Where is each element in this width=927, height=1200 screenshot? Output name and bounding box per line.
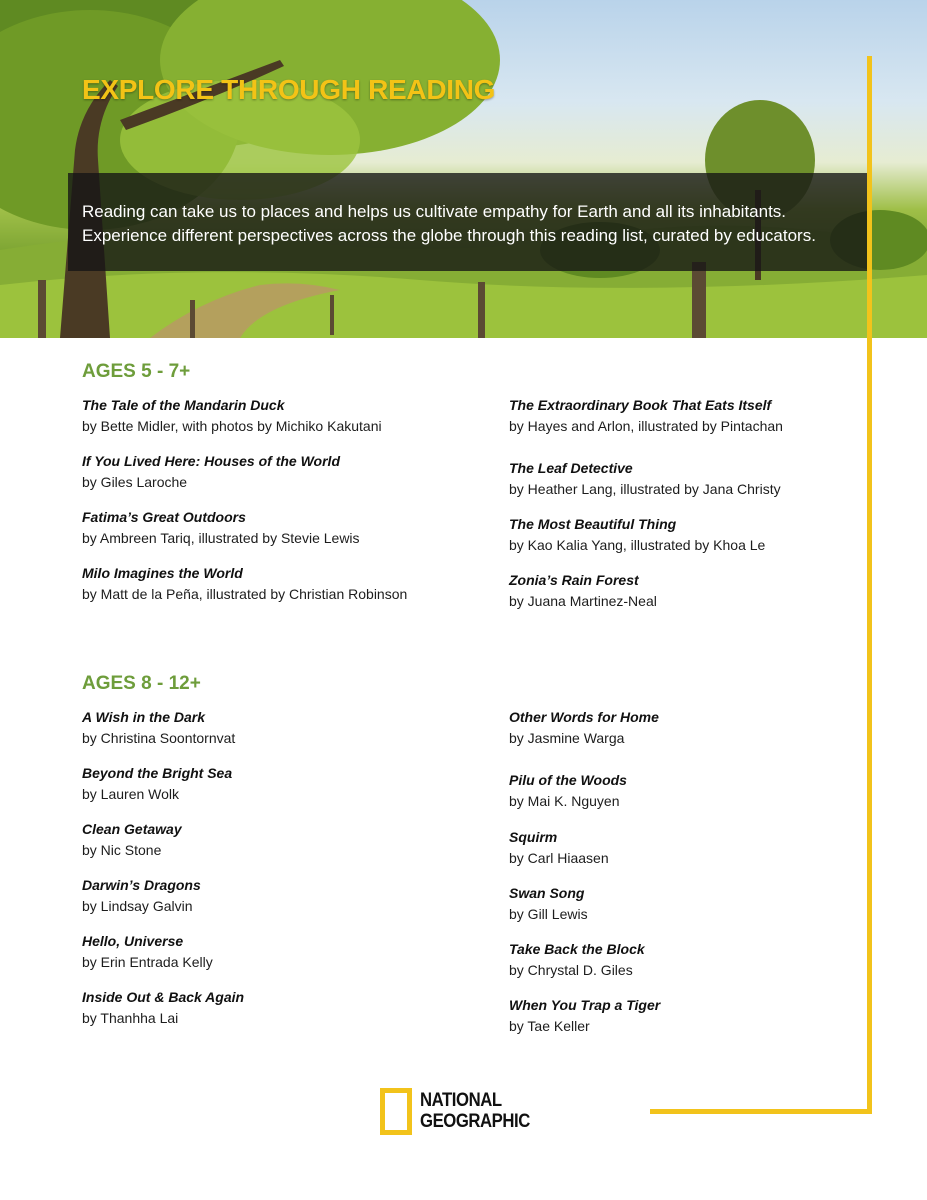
book-title: Clean Getaway xyxy=(82,821,182,837)
book-item xyxy=(82,707,482,749)
book-author: by Jasmine Warga xyxy=(509,730,625,746)
book-title: When You Trap a Tiger xyxy=(509,997,661,1013)
book-author: by Thanhha Lai xyxy=(82,1010,179,1026)
book-author: by Kao Kalia Yang, illustrated by Khoa Le xyxy=(509,537,766,553)
book-title: Fatima’s Great Outdoors xyxy=(82,509,246,525)
book-item xyxy=(82,395,482,437)
page-title: EXPLORE THROUGH READING xyxy=(82,74,496,105)
book-title: Beyond the Bright Sea xyxy=(82,765,233,781)
book-title: The Extraordinary Book That Eats Itself xyxy=(509,397,772,413)
book-title: Other Words for Home xyxy=(509,709,659,725)
book-item xyxy=(509,939,909,981)
book-item xyxy=(509,514,909,556)
book-item xyxy=(82,763,482,805)
hero-banner xyxy=(0,0,927,338)
book-title: If You Lived Here: Houses of the World xyxy=(82,453,340,469)
book-title: Swan Song xyxy=(509,885,585,901)
book-title: The Tale of the Mandarin Duck xyxy=(82,397,285,413)
book-item xyxy=(82,507,482,549)
book-author: by Matt de la Peña, illustrated by Christian Robinson xyxy=(82,586,408,602)
book-author: by Giles Laroche xyxy=(82,474,188,490)
book-item xyxy=(509,995,909,1037)
book-author: by Heather Lang, illustrated by Jana Christy xyxy=(509,481,781,497)
section-heading-ages-8-12: AGES 8 - 12+ xyxy=(82,673,201,694)
book-title: Pilu of the Woods xyxy=(509,772,627,788)
book-item xyxy=(82,875,482,917)
book-author: by Carl Hiaasen xyxy=(509,850,609,866)
book-title: The Most Beautiful Thing xyxy=(509,516,677,532)
book-title: A Wish in the Dark xyxy=(82,709,206,725)
book-item xyxy=(509,770,909,812)
book-author: by Gill Lewis xyxy=(509,906,588,922)
book-author: by Juana Martinez-Neal xyxy=(509,593,657,609)
book-author: by Mai K. Nguyen xyxy=(509,793,620,809)
logo-line-2: GEOGRAPHIC xyxy=(420,1111,530,1132)
frame-horizontal-line xyxy=(650,1109,872,1114)
book-title: Milo Imagines the World xyxy=(82,565,243,581)
book-author: by Erin Entrada Kelly xyxy=(82,954,213,970)
book-author: by Nic Stone xyxy=(82,842,162,858)
landscape-illustration xyxy=(0,0,927,338)
book-item xyxy=(82,451,482,493)
intro-band xyxy=(68,173,868,271)
book-item xyxy=(82,931,482,973)
book-title: Inside Out & Back Again xyxy=(82,989,245,1005)
logo-wordmark xyxy=(420,1090,534,1132)
book-item xyxy=(509,570,909,612)
book-title: Squirm xyxy=(509,829,558,845)
book-author: by Hayes and Arlon, illustrated by Pintachan xyxy=(509,418,783,434)
book-author: by Chrystal D. Giles xyxy=(509,962,633,978)
book-author: by Christina Soontornvat xyxy=(82,730,236,746)
book-author: by Lindsay Galvin xyxy=(82,898,193,914)
book-author: by Bette Midler, with photos by Michiko Kakutani xyxy=(82,418,382,434)
book-item xyxy=(82,563,482,605)
book-item xyxy=(509,707,909,749)
book-author: by Tae Keller xyxy=(509,1018,590,1034)
book-author: by Lauren Wolk xyxy=(82,786,180,802)
book-item xyxy=(82,987,482,1029)
book-item xyxy=(509,883,909,925)
book-title: Take Back the Block xyxy=(509,941,645,957)
book-author: by Ambreen Tariq, illustrated by Stevie Lewis xyxy=(82,530,360,546)
book-item xyxy=(82,819,482,861)
book-title: Hello, Universe xyxy=(82,933,184,949)
book-item xyxy=(509,458,909,500)
logo-line-1: NATIONAL xyxy=(420,1090,502,1111)
book-title: Darwin’s Dragons xyxy=(82,877,201,893)
section-heading-ages-5-7: AGES 5 - 7+ xyxy=(82,361,191,382)
book-title: The Leaf Detective xyxy=(509,460,633,476)
intro-text: Reading can take us to places and helps us cultivate empathy for Earth and all its inhabitants. Experience different perspectives across the globe through this reading list, curated by educators. xyxy=(82,202,816,245)
yellow-rectangle-logo-icon xyxy=(380,1088,412,1135)
book-title: Zonia’s Rain Forest xyxy=(509,572,639,588)
book-item xyxy=(509,827,909,869)
book-item xyxy=(509,395,909,437)
